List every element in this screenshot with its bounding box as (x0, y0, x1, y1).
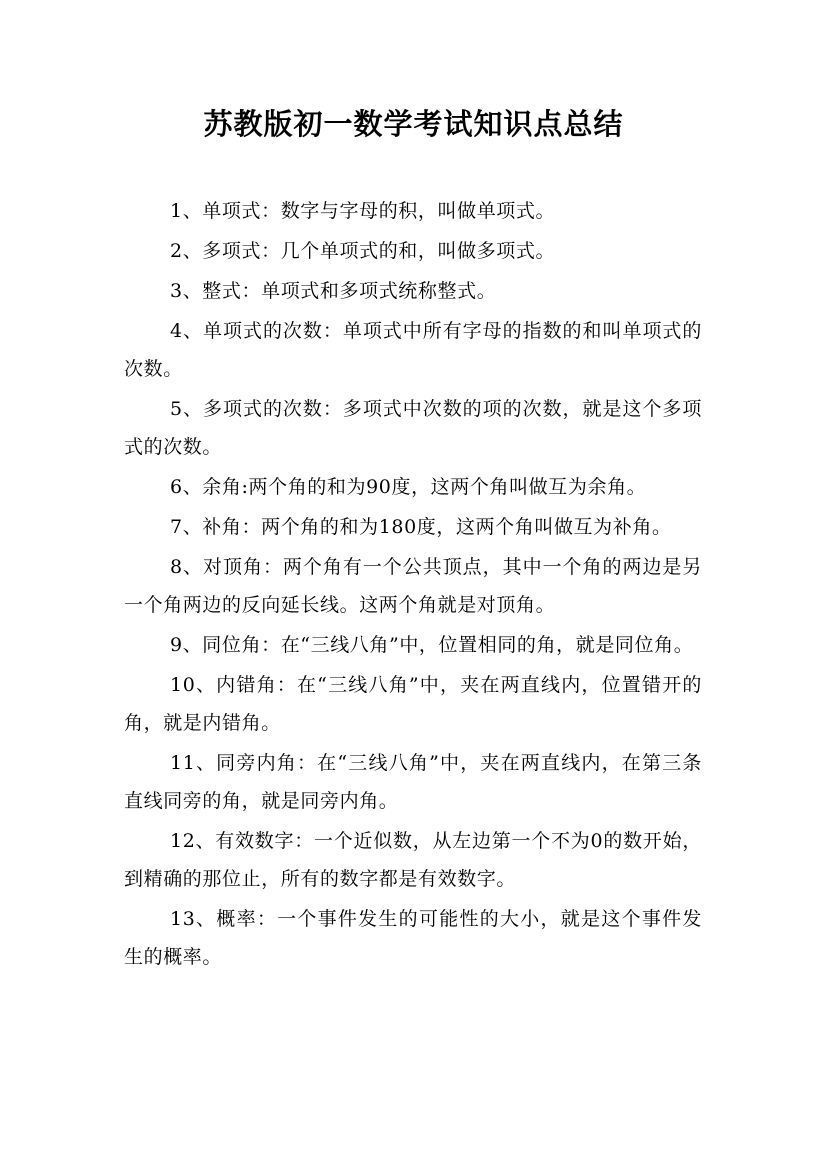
paragraph-5: 5、多项式的次数：多项式中次数的项的次数，就是这个多项式的次数。 (124, 398, 702, 458)
paragraph-12: 12、有效数字：一个近似数，从左边第一个不为0的数开始，到精确的那位止，所有的数字都是有效数字。 (124, 830, 702, 890)
paragraph-10: 10、内错角：在“三线八角”中，夹在两直线内，位置错开的角，就是内错角。 (124, 674, 702, 734)
paragraph-3: 3、整式：单项式和多项式统称整式。 (170, 280, 497, 302)
document-title: 苏教版初一数学考试知识点总结 (203, 107, 624, 141)
paragraph-11: 11、同旁内角：在“三线八角”中，夹在两直线内，在第三条直线同旁的角，就是同旁内角。 (124, 752, 702, 812)
paragraph-6: 6、余角:两个角的和为90度，这两个角叫做互为余角。 (170, 476, 647, 498)
paragraph-13: 13、概率：一个事件发生的可能性的大小，就是这个事件发生的概率。 (124, 908, 702, 968)
paragraph-8: 8、对顶角：两个角有一个公共顶点，其中一个角的两边是另一个角两边的反向延长线。这两个角就是对顶角。 (124, 556, 702, 616)
paragraph-4: 4、单项式的次数：单项式中所有字母的指数的和叫单项式的次数。 (124, 320, 702, 380)
paragraph-1: 1、单项式：数字与字母的积，叫做单项式。 (170, 200, 556, 222)
document-body (124, 192, 702, 978)
paragraph-9: 9、同位角：在“三线八角”中，位置相同的角，就是同位角。 (170, 634, 694, 656)
paragraph-7: 7、补角：两个角的和为180度，这两个角叫做互为补角。 (170, 516, 672, 538)
paragraph-2: 2、多项式：几个单项式的和，叫做多项式。 (170, 240, 556, 262)
